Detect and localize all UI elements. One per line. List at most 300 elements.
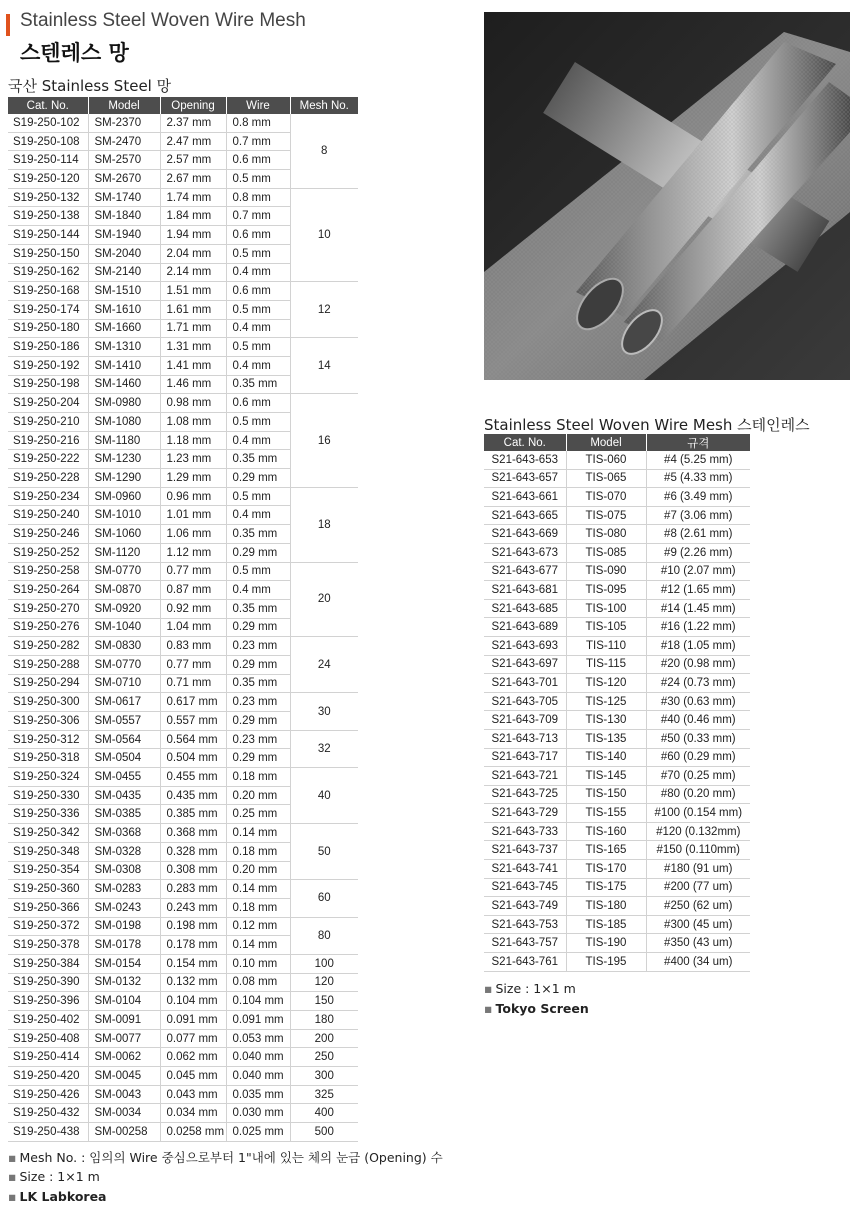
opening-cell: 0.385 mm — [160, 805, 226, 824]
opening-cell: 0.71 mm — [160, 674, 226, 693]
spec-cell: #16 (1.22 mm) — [646, 618, 750, 637]
spec-cell: #30 (0.63 mm) — [646, 692, 750, 711]
model-cell: TIS-180 — [566, 897, 646, 916]
mesh-no-cell: 400 — [290, 1104, 358, 1123]
table-row — [8, 188, 358, 207]
wire-cell: 0.25 mm — [226, 805, 290, 824]
opening-cell: 1.94 mm — [160, 226, 226, 245]
wire-cell: 0.18 mm — [226, 768, 290, 787]
model-cell: TIS-125 — [566, 692, 646, 711]
model-cell: SM-0960 — [88, 487, 160, 506]
opening-cell: 2.14 mm — [160, 263, 226, 282]
spec-cell: #12 (1.65 mm) — [646, 581, 750, 600]
wire-cell: 0.4 mm — [226, 506, 290, 525]
opening-cell: 1.18 mm — [160, 431, 226, 450]
cat-no-cell: S19-250-138 — [8, 207, 88, 226]
model-cell: SM-1230 — [88, 450, 160, 469]
opening-cell: 0.96 mm — [160, 487, 226, 506]
cat-no-cell: S21-643-709 — [484, 711, 566, 730]
spec-cell: #250 (62 um) — [646, 897, 750, 916]
cat-no-cell: S21-643-673 — [484, 543, 566, 562]
opening-cell: 0.77 mm — [160, 655, 226, 674]
wire-cell: 0.6 mm — [226, 226, 290, 245]
size-note-right — [484, 981, 576, 996]
model-cell: TIS-140 — [566, 748, 646, 767]
cat-no-cell: S21-643-753 — [484, 915, 566, 934]
mesh-no-cell: 50 — [290, 824, 358, 880]
cat-no-cell: S21-643-741 — [484, 860, 566, 879]
model-cell: TIS-175 — [566, 878, 646, 897]
table-row — [484, 804, 750, 823]
mesh-no-cell: 180 — [290, 1011, 358, 1030]
model-cell: SM-1740 — [88, 188, 160, 207]
opening-cell: 2.37 mm — [160, 114, 226, 132]
bullet-icon: ▪ — [8, 1189, 17, 1204]
model-cell: SM-0980 — [88, 394, 160, 413]
table-row — [484, 953, 750, 972]
wire-cell: 0.10 mm — [226, 954, 290, 973]
product-photo — [484, 12, 850, 380]
model-cell: TIS-105 — [566, 618, 646, 637]
cat-no-cell: S19-250-330 — [8, 786, 88, 805]
brand-text: Tokyo Screen — [495, 1001, 589, 1016]
model-cell: TIS-160 — [566, 822, 646, 841]
opening-cell: 0.045 mm — [160, 1067, 226, 1086]
right-table-subtitle: Stainless Steel Woven Wire Mesh 스테인레스 — [484, 416, 810, 434]
mesh-no-cell: 12 — [290, 282, 358, 338]
wire-cell: 0.4 mm — [226, 319, 290, 338]
model-cell: SM-2670 — [88, 170, 160, 189]
model-cell: TIS-150 — [566, 785, 646, 804]
model-cell: SM-1060 — [88, 525, 160, 544]
cat-no-cell: S19-250-354 — [8, 861, 88, 880]
opening-cell: 0.034 mm — [160, 1104, 226, 1123]
opening-cell: 0.104 mm — [160, 992, 226, 1011]
wire-cell: 0.29 mm — [226, 618, 290, 637]
model-cell: SM-1610 — [88, 300, 160, 319]
model-cell: SM-0830 — [88, 637, 160, 656]
opening-cell: 2.67 mm — [160, 170, 226, 189]
table-row — [8, 114, 358, 132]
wire-cell: 0.20 mm — [226, 786, 290, 805]
cat-no-cell: S19-250-216 — [8, 431, 88, 450]
opening-cell: 1.84 mm — [160, 207, 226, 226]
model-cell: SM-0091 — [88, 1011, 160, 1030]
wire-cell: 0.29 mm — [226, 469, 290, 488]
wire-cell: 0.4 mm — [226, 356, 290, 375]
mesh-no-cell: 40 — [290, 768, 358, 824]
col-cat-no: Cat. No. — [484, 434, 566, 451]
table-row — [484, 581, 750, 600]
cat-no-cell: S21-643-677 — [484, 562, 566, 581]
spec-cell: #40 (0.46 mm) — [646, 711, 750, 730]
table-row — [484, 562, 750, 581]
cat-no-cell: S21-643-693 — [484, 636, 566, 655]
cat-no-cell: S21-643-701 — [484, 674, 566, 693]
spec-cell: #18 (1.05 mm) — [646, 636, 750, 655]
mesh-no-cell: 500 — [290, 1123, 358, 1142]
cat-no-cell: S21-643-717 — [484, 748, 566, 767]
cat-no-cell: S19-250-342 — [8, 824, 88, 843]
cat-no-cell: S19-250-204 — [8, 394, 88, 413]
cat-no-cell: S19-250-228 — [8, 469, 88, 488]
wire-cell: 0.23 mm — [226, 693, 290, 712]
opening-cell: 0.043 mm — [160, 1085, 226, 1104]
model-cell: SM-0617 — [88, 693, 160, 712]
opening-cell: 0.98 mm — [160, 394, 226, 413]
opening-cell: 0.198 mm — [160, 917, 226, 936]
cat-no-cell: S19-250-162 — [8, 263, 88, 282]
spec-cell: #300 (45 um) — [646, 915, 750, 934]
wire-cell: 0.29 mm — [226, 655, 290, 674]
mesh-no-cell: 30 — [290, 693, 358, 730]
table-row — [8, 693, 358, 712]
table-row — [8, 562, 358, 581]
cat-no-cell: S21-643-729 — [484, 804, 566, 823]
cat-no-cell: S19-250-390 — [8, 973, 88, 992]
size-text: Size : 1×1 m — [19, 1169, 100, 1184]
opening-cell: 0.243 mm — [160, 898, 226, 917]
cat-no-cell: S19-250-246 — [8, 525, 88, 544]
wire-cell: 0.8 mm — [226, 188, 290, 207]
table-row — [8, 954, 358, 973]
model-cell: SM-1940 — [88, 226, 160, 245]
opening-cell: 0.504 mm — [160, 749, 226, 768]
model-cell: TIS-075 — [566, 506, 646, 525]
wire-cell: 0.29 mm — [226, 543, 290, 562]
wire-cell: 0.18 mm — [226, 842, 290, 861]
mesh-no-cell: 120 — [290, 973, 358, 992]
cat-no-cell: S19-250-192 — [8, 356, 88, 375]
opening-cell: 1.06 mm — [160, 525, 226, 544]
cat-no-cell: S19-250-174 — [8, 300, 88, 319]
wire-cell: 0.5 mm — [226, 487, 290, 506]
model-cell: TIS-155 — [566, 804, 646, 823]
spec-cell: #14 (1.45 mm) — [646, 599, 750, 618]
model-cell: SM-0243 — [88, 898, 160, 917]
wire-mesh-rolls-image — [484, 12, 850, 380]
cat-no-cell: S19-250-408 — [8, 1029, 88, 1048]
model-cell: TIS-100 — [566, 599, 646, 618]
wire-cell: 0.7 mm — [226, 132, 290, 151]
opening-cell: 1.51 mm — [160, 282, 226, 301]
cat-no-cell: S21-643-653 — [484, 451, 566, 469]
wire-cell: 0.5 mm — [226, 413, 290, 432]
model-cell: SM-1510 — [88, 282, 160, 301]
model-cell: TIS-190 — [566, 934, 646, 953]
wire-cell: 0.5 mm — [226, 170, 290, 189]
table-row — [484, 469, 750, 488]
table-row — [484, 767, 750, 786]
table-row — [484, 618, 750, 637]
model-cell: SM-0435 — [88, 786, 160, 805]
cat-no-cell: S19-250-306 — [8, 712, 88, 731]
opening-cell: 0.83 mm — [160, 637, 226, 656]
model-cell: SM-00258 — [88, 1123, 160, 1142]
wire-cell: 0.5 mm — [226, 338, 290, 357]
cat-no-cell: S19-250-300 — [8, 693, 88, 712]
cat-no-cell: S19-250-348 — [8, 842, 88, 861]
wire-cell: 0.104 mm — [226, 992, 290, 1011]
cat-no-cell: S19-250-180 — [8, 319, 88, 338]
cat-no-cell: S21-643-745 — [484, 878, 566, 897]
table-row — [8, 282, 358, 301]
col-wire: Wire — [226, 97, 290, 114]
cat-no-cell: S21-643-685 — [484, 599, 566, 618]
opening-cell: 0.077 mm — [160, 1029, 226, 1048]
opening-cell: 1.61 mm — [160, 300, 226, 319]
table-row — [8, 1067, 358, 1086]
table-row — [484, 841, 750, 860]
cat-no-cell: S19-250-132 — [8, 188, 88, 207]
table-row — [8, 730, 358, 749]
table-row — [484, 822, 750, 841]
table-row — [8, 992, 358, 1011]
col-spec: 규격 — [646, 434, 750, 451]
spec-cell: #80 (0.20 mm) — [646, 785, 750, 804]
model-cell: SM-0104 — [88, 992, 160, 1011]
opening-cell: 1.04 mm — [160, 618, 226, 637]
model-cell: SM-0045 — [88, 1067, 160, 1086]
table-row — [484, 729, 750, 748]
model-cell: SM-1460 — [88, 375, 160, 394]
table-header-row — [484, 434, 750, 451]
table-row — [8, 973, 358, 992]
mesh-no-cell: 18 — [290, 487, 358, 562]
opening-cell: 1.23 mm — [160, 450, 226, 469]
opening-cell: 1.01 mm — [160, 506, 226, 525]
opening-cell: 0.92 mm — [160, 599, 226, 618]
mesh-no-cell: 24 — [290, 637, 358, 693]
model-cell: SM-1080 — [88, 413, 160, 432]
cat-no-cell: S19-250-336 — [8, 805, 88, 824]
cat-no-cell: S19-250-144 — [8, 226, 88, 245]
mesh-no-label: Mesh No. — [19, 1150, 78, 1165]
cat-no-cell: S19-250-312 — [8, 730, 88, 749]
wire-cell: 0.5 mm — [226, 244, 290, 263]
spec-cell: #100 (0.154 mm) — [646, 804, 750, 823]
table-row — [484, 525, 750, 544]
model-cell: SM-1310 — [88, 338, 160, 357]
model-cell: SM-0368 — [88, 824, 160, 843]
cat-no-cell: S19-250-402 — [8, 1011, 88, 1030]
table-header-row — [8, 97, 358, 114]
cat-no-cell: S19-250-108 — [8, 132, 88, 151]
table-row — [8, 487, 358, 506]
cat-no-cell: S19-250-318 — [8, 749, 88, 768]
bullet-icon: ▪ — [484, 981, 493, 996]
bullet-icon: ▪ — [484, 1001, 493, 1016]
cat-no-cell: S19-250-288 — [8, 655, 88, 674]
model-cell: TIS-170 — [566, 860, 646, 879]
cat-no-cell: S19-250-384 — [8, 954, 88, 973]
wire-cell: 0.35 mm — [226, 525, 290, 544]
table-row — [484, 599, 750, 618]
cat-no-cell: S21-643-733 — [484, 822, 566, 841]
cat-no-cell: S21-643-737 — [484, 841, 566, 860]
wire-cell: 0.35 mm — [226, 674, 290, 693]
model-cell: SM-0870 — [88, 581, 160, 600]
wire-cell: 0.030 mm — [226, 1104, 290, 1123]
cat-no-cell: S21-643-757 — [484, 934, 566, 953]
cat-no-cell: S19-250-270 — [8, 599, 88, 618]
model-cell: SM-1660 — [88, 319, 160, 338]
opening-cell: 0.328 mm — [160, 842, 226, 861]
brand-note-right — [484, 1001, 589, 1016]
col-opening: Opening — [160, 97, 226, 114]
wire-cell: 0.12 mm — [226, 917, 290, 936]
opening-cell: 0.564 mm — [160, 730, 226, 749]
opening-cell: 1.71 mm — [160, 319, 226, 338]
model-cell: SM-0557 — [88, 712, 160, 731]
model-cell: SM-0710 — [88, 674, 160, 693]
cat-no-cell: S19-250-198 — [8, 375, 88, 394]
cat-no-cell: S19-250-168 — [8, 282, 88, 301]
opening-cell: 0.435 mm — [160, 786, 226, 805]
cat-no-cell: S19-250-282 — [8, 637, 88, 656]
opening-cell: 1.31 mm — [160, 338, 226, 357]
wire-cell: 0.23 mm — [226, 637, 290, 656]
col-mesh-no: Mesh No. — [290, 97, 358, 114]
wire-cell: 0.091 mm — [226, 1011, 290, 1030]
cat-no-cell: S19-250-294 — [8, 674, 88, 693]
table-row — [484, 543, 750, 562]
opening-cell: 0.308 mm — [160, 861, 226, 880]
model-cell: SM-0178 — [88, 936, 160, 955]
cat-no-cell: S19-250-432 — [8, 1104, 88, 1123]
model-cell: SM-0385 — [88, 805, 160, 824]
wire-cell: 0.7 mm — [226, 207, 290, 226]
cat-no-cell: S19-250-366 — [8, 898, 88, 917]
model-cell: TIS-080 — [566, 525, 646, 544]
wire-cell: 0.5 mm — [226, 300, 290, 319]
table-row — [8, 1048, 358, 1067]
spec-cell: #70 (0.25 mm) — [646, 767, 750, 786]
cat-no-cell: S21-643-657 — [484, 469, 566, 488]
spec-cell: #24 (0.73 mm) — [646, 674, 750, 693]
mesh-no-cell: 8 — [290, 114, 358, 188]
wire-cell: 0.35 mm — [226, 375, 290, 394]
model-cell: TIS-090 — [566, 562, 646, 581]
mesh-no-cell: 60 — [290, 880, 358, 917]
col-model: Model — [88, 97, 160, 114]
spec-cell: #400 (34 um) — [646, 953, 750, 972]
table-row — [484, 711, 750, 730]
table-row — [8, 917, 358, 936]
wire-cell: 0.5 mm — [226, 562, 290, 581]
model-cell: SM-1010 — [88, 506, 160, 525]
model-cell: TIS-120 — [566, 674, 646, 693]
wire-cell: 0.035 mm — [226, 1085, 290, 1104]
cat-no-cell: S19-250-120 — [8, 170, 88, 189]
mesh-no-text: : 임의의 Wire 중심으로부터 1"내에 있는 체의 눈금 (Opening) 수 — [81, 1150, 443, 1165]
cat-no-cell: S21-643-681 — [484, 581, 566, 600]
mesh-no-cell: 20 — [290, 562, 358, 637]
cat-no-cell: S19-250-426 — [8, 1085, 88, 1104]
model-cell: TIS-065 — [566, 469, 646, 488]
wire-cell: 0.35 mm — [226, 450, 290, 469]
opening-cell: 1.08 mm — [160, 413, 226, 432]
mesh-no-cell: 300 — [290, 1067, 358, 1086]
model-cell: SM-0770 — [88, 562, 160, 581]
mesh-no-cell: 32 — [290, 730, 358, 767]
spec-cell: #60 (0.29 mm) — [646, 748, 750, 767]
wire-cell: 0.6 mm — [226, 394, 290, 413]
wire-cell: 0.29 mm — [226, 712, 290, 731]
model-cell: TIS-070 — [566, 488, 646, 507]
table-row — [484, 785, 750, 804]
model-cell: SM-1840 — [88, 207, 160, 226]
wire-cell: 0.18 mm — [226, 898, 290, 917]
opening-cell: 0.77 mm — [160, 562, 226, 581]
spec-cell: #20 (0.98 mm) — [646, 655, 750, 674]
spec-cell: #9 (2.26 mm) — [646, 543, 750, 562]
table-row — [8, 1123, 358, 1142]
table-row — [484, 451, 750, 469]
model-cell: SM-0564 — [88, 730, 160, 749]
opening-cell: 0.154 mm — [160, 954, 226, 973]
opening-cell: 1.12 mm — [160, 543, 226, 562]
cat-no-cell: S19-250-258 — [8, 562, 88, 581]
model-cell: TIS-115 — [566, 655, 646, 674]
opening-cell: 0.87 mm — [160, 581, 226, 600]
page-title-en: Stainless Steel Woven Wire Mesh — [20, 10, 306, 31]
wire-cell: 0.025 mm — [226, 1123, 290, 1142]
cat-no-cell: S21-643-665 — [484, 506, 566, 525]
wire-cell: 0.08 mm — [226, 973, 290, 992]
size-text: Size : 1×1 m — [495, 981, 576, 996]
table-row — [484, 915, 750, 934]
opening-cell: 0.132 mm — [160, 973, 226, 992]
wire-cell: 0.6 mm — [226, 282, 290, 301]
spec-cell: #50 (0.33 mm) — [646, 729, 750, 748]
cat-no-cell: S21-643-721 — [484, 767, 566, 786]
model-cell: TIS-095 — [566, 581, 646, 600]
opening-cell: 1.74 mm — [160, 188, 226, 207]
model-cell: SM-0043 — [88, 1085, 160, 1104]
table-row — [8, 880, 358, 899]
bullet-icon: ▪ — [8, 1169, 17, 1184]
model-cell: SM-0283 — [88, 880, 160, 899]
model-cell: SM-1410 — [88, 356, 160, 375]
spec-cell: #8 (2.61 mm) — [646, 525, 750, 544]
cat-no-cell: S19-250-372 — [8, 917, 88, 936]
opening-cell: 0.091 mm — [160, 1011, 226, 1030]
table-row — [484, 674, 750, 693]
wire-cell: 0.4 mm — [226, 431, 290, 450]
mesh-no-cell: 200 — [290, 1029, 358, 1048]
mesh-no-cell: 250 — [290, 1048, 358, 1067]
page-title-ko: 스텐레스 망 — [20, 41, 129, 65]
cat-no-cell: S19-250-240 — [8, 506, 88, 525]
mesh-no-cell: 80 — [290, 917, 358, 954]
mesh-no-cell: 100 — [290, 954, 358, 973]
opening-cell: 0.557 mm — [160, 712, 226, 731]
model-cell: TIS-135 — [566, 729, 646, 748]
opening-cell: 2.47 mm — [160, 132, 226, 151]
brand-text: LK Labkorea — [19, 1189, 107, 1204]
table-row — [8, 1011, 358, 1030]
wire-cell: 0.4 mm — [226, 581, 290, 600]
cat-no-cell: S19-250-396 — [8, 992, 88, 1011]
model-cell: TIS-130 — [566, 711, 646, 730]
opening-cell: 1.29 mm — [160, 469, 226, 488]
model-cell: SM-0328 — [88, 842, 160, 861]
model-cell: SM-0308 — [88, 861, 160, 880]
cat-no-cell: S19-250-186 — [8, 338, 88, 357]
col-model: Model — [566, 434, 646, 451]
table-row — [484, 488, 750, 507]
